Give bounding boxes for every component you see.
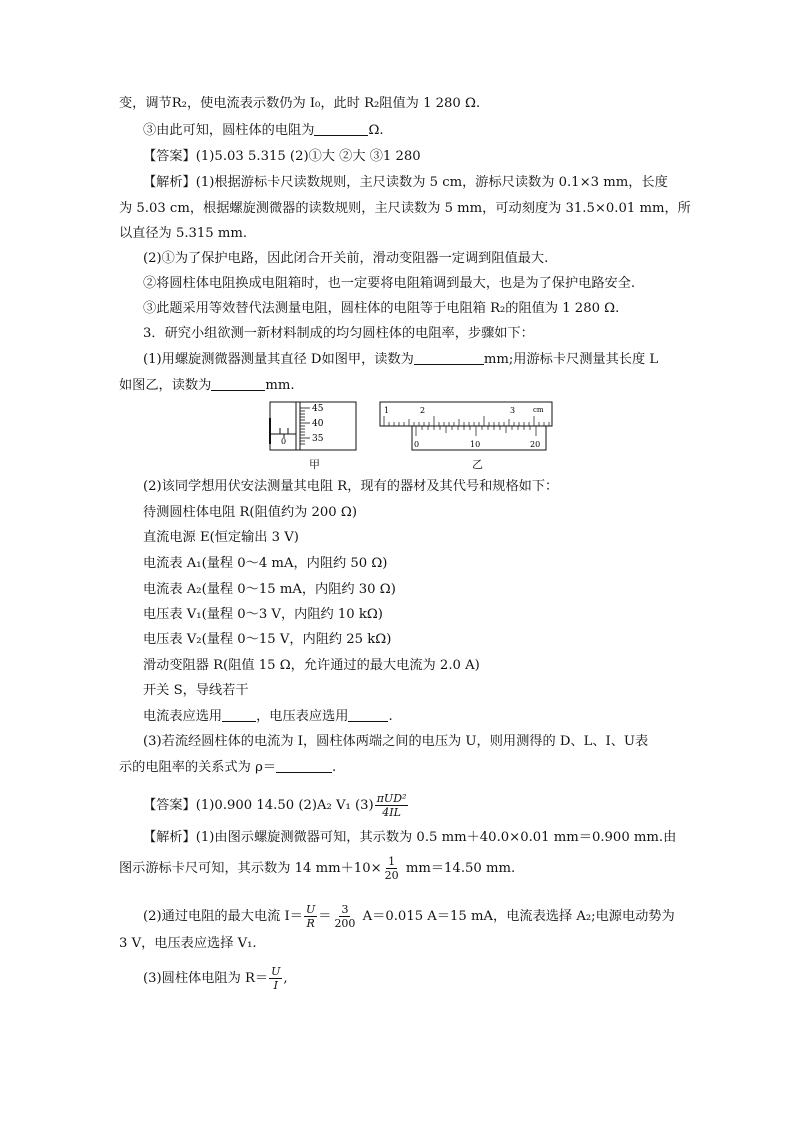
- micrometer-tick-label: 35: [312, 434, 324, 444]
- caliper-figure: [376, 400, 556, 452]
- micrometer-tick-label: 40: [312, 419, 324, 429]
- caliper-main-label: 3: [510, 406, 516, 415]
- formula-fraction: [304, 903, 317, 930]
- equipment-item: 电流表 A₁(量程 0～4 mA，内阻约 50 Ω): [143, 556, 388, 571]
- answer-blank: [414, 351, 484, 365]
- figure-caption-yi: 乙: [472, 458, 483, 471]
- text-fragment: A＝0.015 A＝15 mA，电流表选择 A₂;电源电动势为: [362, 909, 675, 924]
- equipment-item: 电压表 V₂(量程 0～15 V，内阻约 25 kΩ): [143, 632, 392, 647]
- text-fragment: (3)圆柱体电阻为 R＝: [143, 971, 269, 986]
- answer-blank: [276, 759, 332, 773]
- equipment-item: 待测圆柱体电阻 R(阻值约为 200 Ω): [143, 505, 357, 520]
- text-line: [143, 903, 675, 930]
- caliper-main-scale: [380, 402, 552, 426]
- text-line: ②将圆柱体电阻换成电阻箱时，也一定要将电阻箱调到最大，也是为了保护电路安全.: [143, 276, 636, 291]
- formula-fraction: [375, 792, 409, 819]
- text-fragment: 示的电阻率的关系式为 ρ＝: [119, 760, 277, 775]
- micrometer-tick-label: 45: [312, 404, 324, 414]
- text-fragment: .: [332, 760, 337, 775]
- text-fragment: (2)通过电阻的最大电流 I＝: [143, 909, 303, 924]
- equipment-item: 电流表 A₂(量程 0～15 mA，内阻约 30 Ω): [143, 582, 396, 597]
- text-line: [119, 855, 515, 882]
- fraction-numerator: 1: [388, 855, 396, 868]
- text-fragment: mm＝14.50 mm.: [405, 861, 516, 876]
- formula-fraction: [269, 965, 282, 992]
- text-line: 为 5.03 cm，根据螺旋测微器的读数规则，主尺读数为 5 mm，可动刻度为 31.5×0.01 mm，所: [119, 201, 691, 216]
- fraction-denominator: 20: [384, 869, 399, 882]
- question-heading: 3．研究小组欲测一新材料制成的均匀圆柱体的电阻率，步骤如下：: [143, 326, 534, 341]
- fraction-denominator: R: [306, 917, 315, 930]
- text-line: (2)该同学想用伏安法测量其电阻 R，现有的器材及其代号和规格如下：: [143, 479, 559, 494]
- fraction-denominator: 4IL: [382, 806, 401, 819]
- text-line: 3 V，电压表应选择 V₁.: [119, 936, 257, 951]
- answer-line: 【答案】(1)5.03 5.315 (2)①大 ②大 ③1 280: [143, 149, 421, 164]
- fraction-numerator: 3: [341, 903, 349, 916]
- fraction-numerator: U: [271, 965, 281, 978]
- text-fragment: 如图乙，读数为: [119, 378, 212, 393]
- answer-blank: [211, 377, 265, 391]
- fraction-numerator: πUD²: [376, 792, 407, 805]
- answer-line: [143, 792, 409, 819]
- text-line: ③此题采用等效替代法测量电阻，圆柱体的电阻等于电阻箱 R₂的阻值为 1 280 Ω.: [143, 301, 620, 316]
- text-fragment: mm.: [265, 378, 295, 393]
- text-fragment: 电流表应选用: [143, 709, 223, 724]
- text-line: 变，调节R₂，使电流表示数仍为 I₀，此时 R₂阻值为 1 280 Ω.: [119, 96, 481, 111]
- answer-blank: [348, 708, 388, 722]
- caliper-main-label: 1: [384, 406, 390, 415]
- text-fragment: Ω.: [368, 123, 384, 138]
- text-fragment: mm;用游标卡尺测量其长度 L: [483, 352, 659, 367]
- text-line: [143, 122, 384, 140]
- equipment-item: 电压表 V₁(量程 0～3 V，内阻约 10 kΩ): [143, 607, 383, 622]
- text-fragment: 图示游标卡尺可知，其示数为 14 mm＋10×: [119, 861, 382, 876]
- text-fragment: .: [388, 709, 393, 724]
- text-line: [143, 708, 393, 726]
- text-fragment: 【答案】(1)0.900 14.50 (2)A₂ V₁ (3): [143, 798, 374, 813]
- equipment-item: 直流电源 E(恒定输出 3 V): [143, 530, 299, 545]
- formula-fraction: [332, 903, 357, 930]
- text-fragment: ,: [283, 971, 288, 986]
- text-line: [119, 759, 336, 777]
- micrometer-thimble-ticks: [300, 408, 310, 444]
- text-fragment: (1)用螺旋测微器测量其直径 D如图甲，读数为: [143, 352, 414, 367]
- text-fragment: ＝: [318, 909, 332, 924]
- text-fragment: ，电压表应选用: [256, 709, 349, 724]
- text-fragment: ③由此可知，圆柱体的电阻为: [143, 123, 315, 138]
- caliper-main-label: 2: [420, 406, 426, 415]
- caliper-main-ticks: [384, 416, 549, 426]
- caliper-vernier-label: 20: [530, 440, 541, 449]
- caliper-vernier-label: 10: [470, 440, 481, 449]
- micrometer-figure: [266, 400, 362, 452]
- formula-fraction: [383, 855, 401, 882]
- text-line: [119, 377, 295, 395]
- caliper-unit-label: cm: [533, 406, 544, 414]
- fraction-denominator: I: [273, 979, 278, 992]
- equipment-item: 滑动变阻器 R(阻值 15 Ω，允许通过的最大电流为 2.0 A): [143, 658, 480, 673]
- caliper-vernier-ticks: [416, 426, 536, 436]
- answer-blank: [314, 122, 368, 136]
- equipment-item: 开关 S，导线若干: [143, 683, 249, 698]
- text-line: [143, 351, 658, 369]
- fraction-numerator: U: [305, 903, 316, 916]
- caliper-vernier-label: 0: [414, 440, 420, 449]
- answer-blank: [222, 708, 256, 722]
- micrometer-zero-label: 0: [281, 437, 287, 446]
- analysis-line: 【解析】(1)由图示螺旋测微器可知，其示数为 0.5 mm＋40.0×0.01 mm＝0.900 mm.由: [143, 830, 677, 845]
- analysis-line: 【解析】(1)根据游标卡尺读数规则，主尺读数为 5 cm，游标尺读数为 0.1×3 mm，长度: [143, 175, 668, 190]
- text-line: (2)①为了保护电路，因此闭合开关前，滑动变阻器一定调到阻值最大.: [143, 251, 549, 266]
- figure-caption-jia: 甲: [309, 458, 320, 471]
- fraction-denominator: 200: [334, 917, 356, 930]
- text-line: (3)若流经圆柱体的电流为 I，圆柱体两端之间的电压为 U，则用测得的 D、L、I、U表: [143, 734, 649, 749]
- text-line: [143, 965, 288, 992]
- text-line: 以直径为 5.315 mm.: [119, 226, 248, 241]
